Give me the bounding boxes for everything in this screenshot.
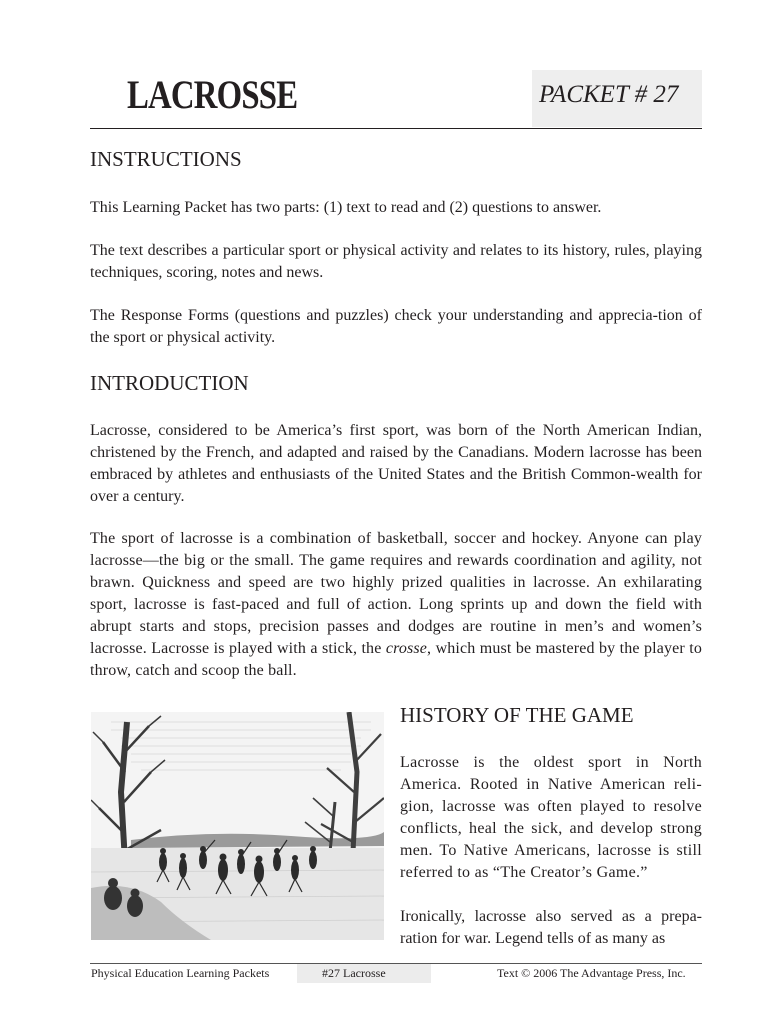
page-title: LACROSSE — [127, 72, 298, 117]
introduction-heading: INTRODUCTION — [90, 371, 249, 395]
footer-copyright: Text © 2006 The Advantage Press, Inc. — [497, 966, 686, 980]
instructions-paragraph-3: The Response Forms (questions and puzzles) check your understanding and apprecia-tion of the sport or physical activity. — [90, 307, 702, 346]
history-paragraph-2: Ironically, lacrosse also served as a prepa-ration for war. Legend tells of as many as — [400, 908, 702, 947]
intro-p2-text-b: , which must be mastered by the player to throw, catch and scoop the ball. — [90, 640, 702, 679]
footer-series-name: Physical Education Learning Packets — [91, 966, 270, 980]
instructions-paragraph-2: The text describes a particular sport or physical activity and relates to its history, rules, playing techniques, scoring, notes and news. — [90, 242, 702, 281]
history-heading: HISTORY OF THE GAME — [400, 703, 634, 727]
crosse-term: crosse — [385, 640, 428, 657]
footer-packet-name: #27 Lacrosse — [322, 966, 386, 980]
introduction-paragraph-1: Lacrosse, considered to be America’s first sport, was born of the North American Indian, christened by the French, and adapted and raised by the Canadians. Modern lacrosse has been embraced by athletes and enthusiasts of the United States and the British Common-wealth for over a century. — [90, 422, 702, 505]
packet-number: PACKET # 27 — [539, 81, 679, 108]
instructions-heading: INSTRUCTIONS — [90, 147, 242, 171]
introduction-paragraph-2 — [90, 528, 702, 682]
lacrosse-engraving-illustration — [91, 712, 384, 940]
title-divider — [90, 128, 702, 129]
history-paragraph-1: Lacrosse is the oldest sport in North America. Rooted in Native American reli-gion, lacrosse was often played to resolve conflicts, heal the sick, and develop strong men. To Native Americans, lacrosse is still referred to as “The Creator’s Game.” — [400, 754, 702, 881]
instructions-paragraph-1: This Learning Packet has two parts: (1) text to read and (2) questions to answer. — [90, 199, 602, 216]
intro-p2-text-a: The sport of lacrosse is a combination of basketball, soccer and hockey. Anyone can play lacrosse—the big or the small. The game requires and rewards coordination and agility, not brawn. Quickness and speed are two highly prized qualities in lacrosse. An exhilarating sport, lacrosse is fast-paced and full of action. Long sprints up and down the field with abrupt starts and stops, precision passes and dodges are routine in men’s and women’s lacrosse. Lacrosse is played with a stick, the — [90, 530, 702, 657]
